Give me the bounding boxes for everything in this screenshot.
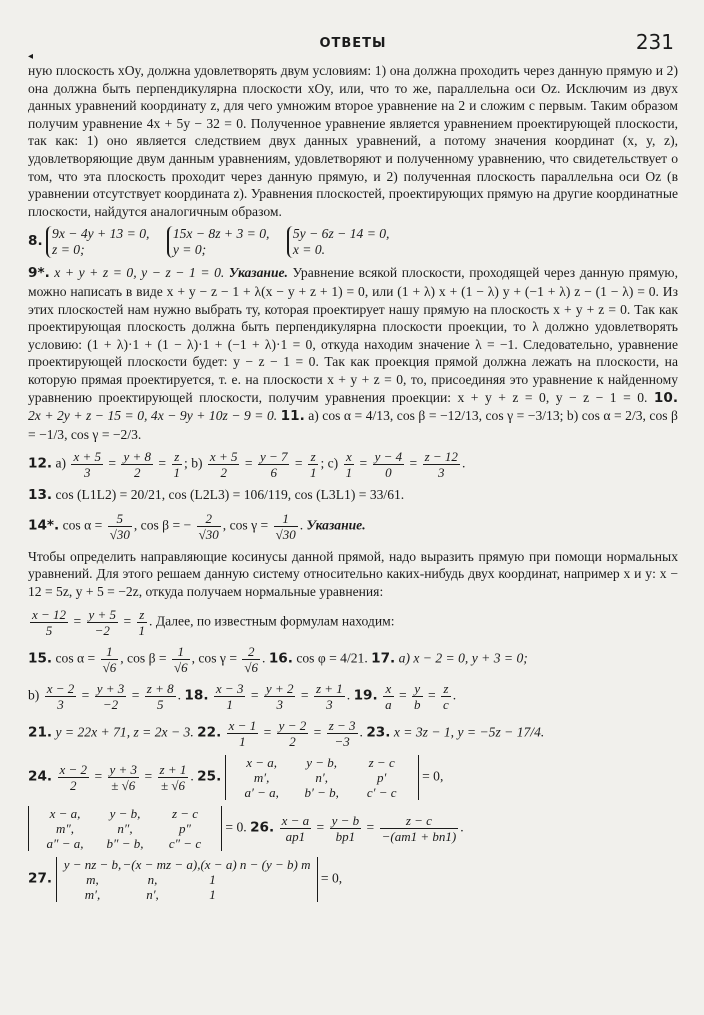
determinant-2: x − a, y − b, z − c m″, n″, p″ a″ − a, b″ − b, c″ − c [28, 806, 222, 851]
answer-15: 15. cos α = $\frac{1}{√6}$ , cos β = $\frac{1}{√6}$ , cos γ = $\frac{2}{√6}$ . 16. cos φ = 4/21. 17. a) x − 2 = 0, y + 3 = 0; [28, 643, 528, 675]
answer-27: 27. y − nz − b,−(x − mz − a),(x − a) n − (y − b) m m, n, 1 m′, n′, 1 = 0, [28, 856, 343, 902]
answer-12: 12. a) $\frac{x + 5}{3}$ = $\frac{y + 8}{2}$ = $\frac{z}{1}$ ; b) $\frac{x + 5}{2}$ = $\frac{y - 7}{6}$ = $\frac{z}{1}$ ; c) $\frac{x}{1}$ = $\frac{y - 4}{0}$ = $\frac{z - 12}{3}$ . [28, 449, 466, 481]
page-header [28, 28, 678, 62]
answer-14-text: Чтобы определить направляющие косинусы данной прямой, надо выразить прямую при помощи нормальных уравнений. Для этого решаем данную систему относительно каких-нибудь двух координат, например x и y: x − 12 = 5z, y + 5 = −2z, откуда получаем нормальные уравнения: [28, 548, 678, 600]
determinant-3: y − nz − b,−(x − mz − a),(x − a) n − (y − b) m m, n, 1 m′, n′, 1 [56, 857, 318, 902]
running-title: ОТВЕТЫ [319, 36, 387, 51]
answer-21-23: 21. y = 22x + 71, z = 2x − 3. 22. $\frac{x - 1}{1}$ = $\frac{y - 2}{2}$ = $\frac{z - 3}{-3}$ . 23. x = 3z − 1, y = −5z − 17/4. [28, 717, 545, 749]
answer-13: 13. cos (L1L2) = 20/21, cos (L2L3) = 106/119, cos (L3L1) = 33/61. [28, 487, 405, 504]
answer-25b-26: x − a, y − b, z − c m″, n″, p″ a″ − a, b″ − b, c″ − c = 0. 26. $\frac{x - a}{ap1}$ = $\frac{y - b}{bp1}$ = $\frac{z - c}{-(am1 + bn1)}$ . [28, 806, 678, 851]
answer-24-25: 24. $\frac{x - 2}{2}$ = $\frac{y + 3}{\pm √6}$ = $\frac{z + 1}{\pm √6}$ . 25. x − a, y − b, z − c m′, n′, p′ a′ − a, b′ − b, c′ − c = 0, [28, 754, 444, 800]
determinant-1: x − a, y − b, z − c m′, n′, p′ a′ − a, b′ − b, c′ − c [225, 755, 419, 800]
system-2: 15x − 8z + 3 = 0, y = 0; [167, 226, 270, 258]
system-3: 5y − 6z − 14 = 0, x = 0. [287, 226, 390, 258]
answer-14: 14*. cos α = $\frac{5}{√30}$ , cos β = − $\frac{2}{√30}$ , cos γ = $\frac{1}{√30}$ . Указание. [28, 510, 366, 542]
margin-mark: ◂ [28, 51, 34, 62]
system-1: 9x − 4y + 13 = 0, z = 0; [46, 226, 149, 258]
answer-14-normal: $\frac{x - 12}{5}$ = $\frac{y + 5}{-2}$ = $\frac{z}{1}$ . Далее, по известным формулам находим: [32, 606, 395, 638]
answer-17b-19: b) $\frac{x - 2}{3}$ = $\frac{y + 3}{-2}$ = $\frac{z + 8}{5}$ . 18. $\frac{x - 3}{1}$ = $\frac{y + 2}{3}$ = $\frac{z + 1}{3}$ . 19. $\frac{x}{a}$ = $\frac{y}{b}$ = $\frac{z}{c}$ . [28, 680, 457, 712]
answer-8: 8. 9x − 4y + 13 = 0, z = 0; 15x − 8z + 3 = 0, y = 0; 5y − 6z − 14 = 0, x = 0. [28, 226, 390, 258]
paragraph-continuation: ную плоскость xOy, должна удовлетворять двум условиям: 1) она должна проходить через данную прямую и 2) она должна быть перпендикулярна плоскости xOy, или, что то же, параллельна оси Oz. Исключим из двух данных уравнений координату z, для чего умножим второе уравнение на 2 и сложим с первым. Таким образом получим уравнение 4x + 5y − 32 = 0. Полученное уравнение является уравнением проектирующей плоскости, так как: 1) оно является следствием двух данных уравнений, а потому значения координат (x, y, z), удовлетворяющие двум данным уравнениям, удовлетворяют и полученному уравнению, что свидетельствует о том, что эта плоскость проходит через данную прямую, и 2) полученная плоскость параллельна оси Oz (в уравнении отсутствует координата z). Уравнения плоскостей, проектирующих прямую на другие координатные плоскости, найдутся аналогичным образом. [28, 63, 678, 219]
answer-9: 9*. x + y + z = 0, y − z − 1 = 0. Указание. Уравнение всякой плоскости, проходящей через данную прямую, можно написать в виде x + y − z − 1 + λ(x − y + z + 1) = 0, или (1 + λ) x + (1 − λ) y + (−1 + λ) z − (1 − λ) = 0. Из этих плоскостей нам нужно выбрать ту, которая проектирует нашу прямую на плоскость x + y + z = 0. Так как проектирующая плоскость должна быть перпендикулярна плоскости проекции, то λ должно удовлетворять условию: (1 + λ)·1 + (1 − λ)·1 + (−1 + λ)·1 = 0, откуда находим значение λ = −1. Следовательно, уравнение проектирующей плоскости будет: y − z − 1 = 0. Так как проекция прямой должна лежать на плоскости, на которую прямая проектируется, т. е. на плоскости x + y + z = 0, то, присоединяя это уравнение к найденному уравнению проектирующей плоскости, получим уравнения проекции: x + y + z = 0, y − z − 1 = 0. 10. 2x + 2y + z − 15 = 0, 4x − 9y + 10z − 9 = 0. 11. a) cos α = 4/13, cos β = −12/13, cos γ = −3/13; b) cos α = 2/3, cos β = −1/3, cos γ = −2/3. [28, 265, 678, 442]
answers-body [28, 62, 678, 902]
page [28, 28, 678, 1003]
page-number: 231 [635, 30, 674, 54]
